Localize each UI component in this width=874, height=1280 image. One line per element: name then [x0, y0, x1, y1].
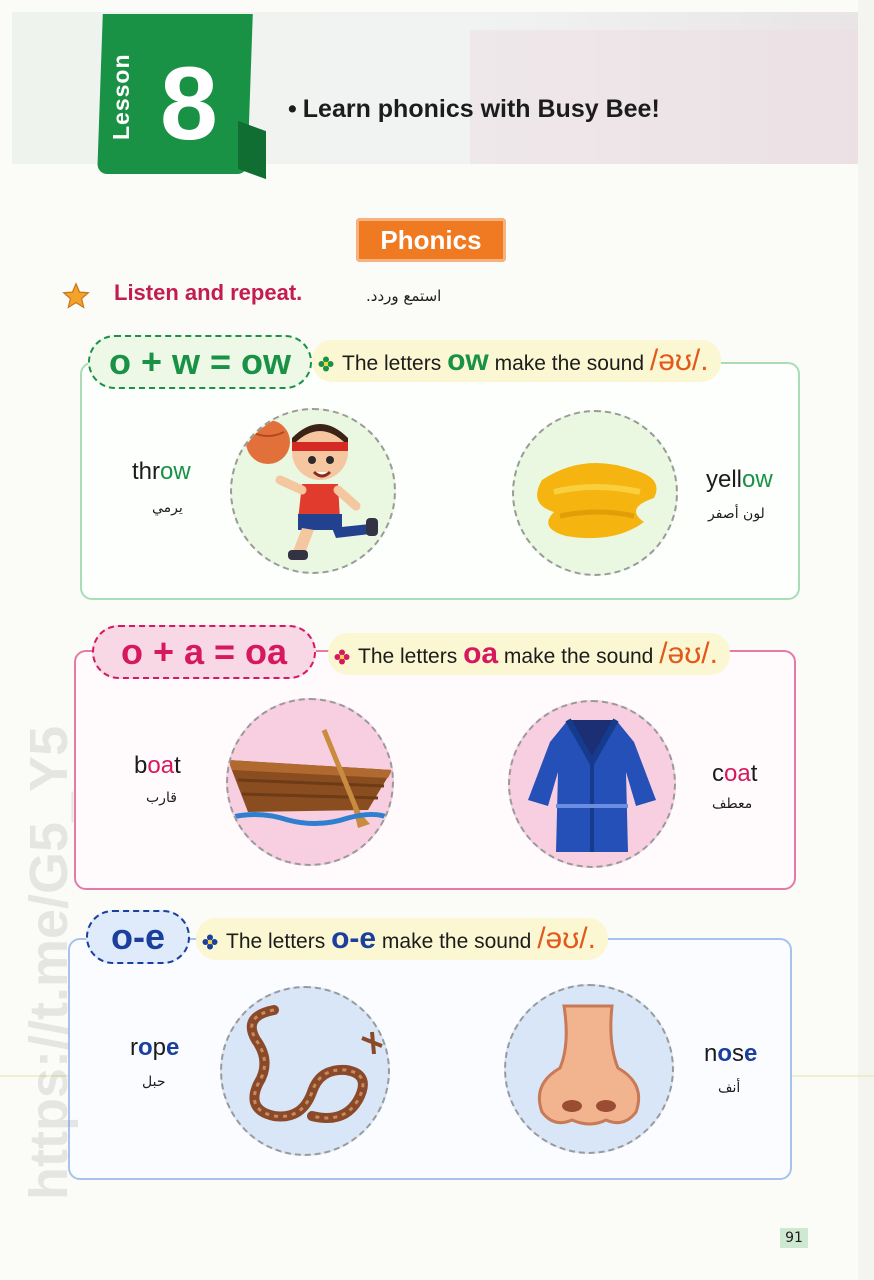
- rule-oa: [328, 633, 730, 675]
- word-part: n: [704, 1040, 718, 1067]
- word-rope: [130, 1034, 179, 1062]
- word-part: s: [732, 1040, 745, 1067]
- page-edge: [858, 0, 874, 1280]
- rule-sound: /əʊ/.: [649, 344, 709, 377]
- yellow-paint-picture: [514, 412, 676, 574]
- rule-ow: [312, 340, 721, 382]
- nose-picture: [506, 986, 672, 1152]
- lesson-number: 8: [160, 46, 218, 162]
- rule-oe: [196, 918, 608, 960]
- word-highlight: oa: [724, 760, 751, 787]
- section-oa: [74, 650, 796, 890]
- rule-mid: make the sound: [381, 930, 532, 953]
- word-rope-arabic: حبل: [142, 1074, 166, 1090]
- rule-letters: oa: [463, 637, 499, 670]
- word-part: b: [134, 752, 148, 779]
- picture-nose: [504, 984, 674, 1154]
- word-part: c: [712, 760, 724, 787]
- rule-prefix: The letters: [358, 645, 458, 668]
- lesson-tab-fold: [238, 121, 266, 179]
- word-yellow: [706, 466, 773, 494]
- flower-icon: [318, 356, 334, 372]
- word-highlight: oa: [147, 752, 175, 779]
- word-throw: [132, 458, 191, 486]
- word-nose-arabic: أنف: [718, 1080, 741, 1096]
- word-boat: [134, 752, 181, 780]
- bullet-icon: •: [288, 95, 297, 123]
- word-yellow-arabic: لون أصفر: [708, 506, 765, 522]
- section-title: Phonics: [356, 218, 506, 262]
- page-number: 91: [780, 1228, 808, 1248]
- rule-prefix: The letters: [226, 930, 326, 953]
- picture-coat: [508, 700, 676, 868]
- formula-oa: o + a = oa: [92, 625, 316, 679]
- watermark: https://t.me/G5_Y5: [19, 725, 79, 1200]
- rule-sound: /əʊ/.: [537, 922, 596, 955]
- word-part: thr: [132, 458, 161, 485]
- instruction: Listen and repeat.: [114, 280, 303, 305]
- word-highlight: e: [166, 1034, 180, 1061]
- word-highlight: e: [744, 1040, 758, 1067]
- flower-icon: [202, 934, 218, 950]
- picture-yellow: [512, 410, 678, 576]
- rule-sound: /əʊ/.: [659, 637, 718, 670]
- picture-boat: [226, 698, 394, 866]
- word-part: p: [152, 1034, 167, 1061]
- rule-prefix: The letters: [342, 352, 442, 375]
- formula-oe: o-e: [86, 910, 190, 964]
- word-throw-arabic: يرمي: [152, 500, 183, 516]
- word-nose: [704, 1040, 757, 1068]
- lesson-label: Lesson: [108, 53, 134, 140]
- rope-picture: [222, 988, 388, 1154]
- picture-rope: [220, 986, 390, 1156]
- rule-letters: ow: [447, 344, 489, 377]
- picture-throw: [230, 408, 396, 574]
- blue-coat-picture: [510, 702, 674, 866]
- word-coat-arabic: معطف: [712, 796, 753, 812]
- rule-mid: make the sound: [494, 352, 645, 375]
- word-part: t: [750, 760, 758, 787]
- word-highlight: o: [138, 1034, 153, 1061]
- flower-icon: [334, 649, 350, 665]
- word-coat: [712, 760, 757, 788]
- word-highlight: o: [717, 1040, 733, 1067]
- star-icon: [62, 282, 90, 310]
- headline-text: Learn phonics with Busy Bee!: [302, 95, 660, 123]
- word-highlight: ow: [742, 466, 773, 493]
- formula-ow: o + w = ow: [88, 335, 312, 389]
- word-boat-arabic: قارب: [146, 790, 177, 806]
- rule-letters: o-e: [331, 922, 377, 955]
- word-part: t: [174, 752, 181, 779]
- word-part: r: [130, 1034, 138, 1061]
- boy-throwing-picture: [232, 410, 394, 572]
- rowboat-picture: [228, 700, 392, 864]
- word-highlight: ow: [160, 458, 191, 485]
- instruction-arabic: استمع وردد.: [366, 287, 442, 305]
- headline: [288, 95, 660, 124]
- word-part: yell: [706, 466, 743, 493]
- rule-mid: make the sound: [503, 645, 654, 668]
